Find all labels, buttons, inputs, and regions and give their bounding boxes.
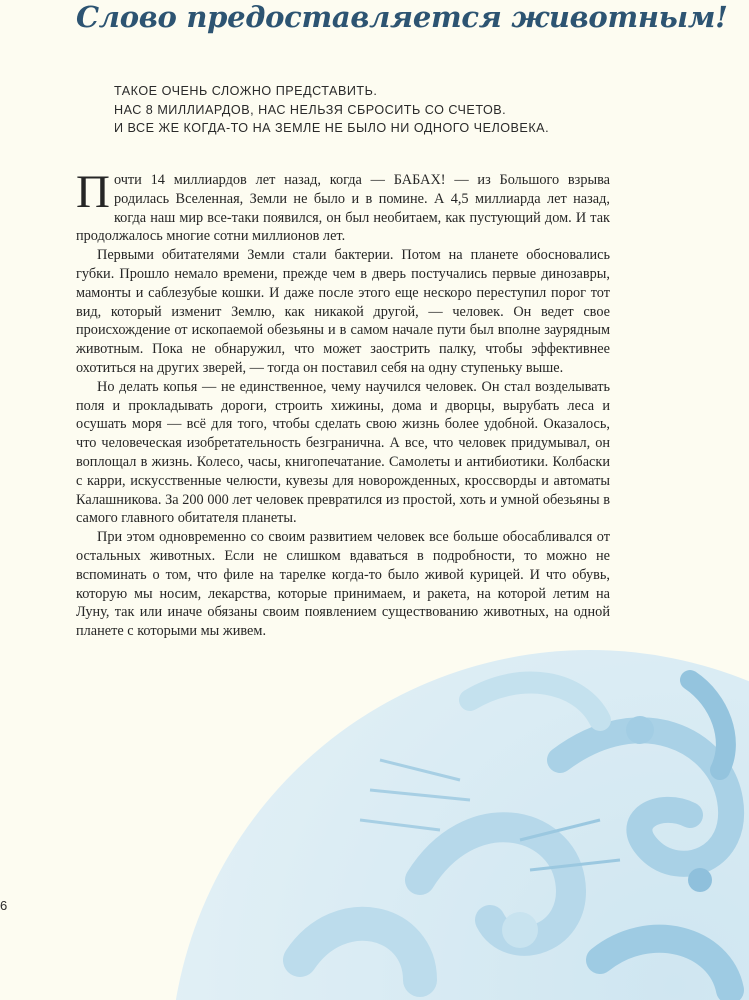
drop-cap: П (76, 166, 110, 218)
body-paragraph: При этом одновременно со своим развитием человек все больше обосабливался от остальных животных. Если не слишком вдаваться в подробности, то можно не вспоминать о том, что филе на тарелке когда-то было живой курицей. И что обувь, которую мы носим, лекарства, которые принимаем, и ракета, на которой летим на Луну, так или иначе обязаны своим появлением существованию животных, на одной планете с которыми мы живем. (76, 529, 610, 640)
body-paragraph: Первыми обитателями Земли стали бактерии. Потом на планете обосновались губки. Прошло немало времени, прежде чем в дверь постучались первые динозавры, мамонты и саблезубые кошки. И даже после этого еще нескоро переступил порог тот вид, который изменит Землю, как никакой другой, — человек. Он ведет свое происхождение от ископаемой обезьяны и в самом начале пути был вполне заурядным животным. Пока не обнаружил, что может заострить палку, чтобы эффективнее охотиться на других зверей, — тогда он поставил себя на одну ступеньку выше. (76, 247, 610, 376)
page-number: 6 (0, 898, 8, 913)
lead-line: И ВСЕ ЖЕ КОГДА-ТО НА ЗЕМЛЕ НЕ БЫЛО НИ ОДНОГО ЧЕЛОВЕКА. (114, 121, 550, 135)
paragraph-text: очти 14 миллиардов лет назад, когда — БАБАХ! — из Большого взрыва родилась Вселенная, Земли не было и в помине. А 4,5 миллиарда лет назад, когда наш мир все-таки появился, он был необитаем, как пустующий дом. И так продолжалось многие сотни миллионов лет. (76, 172, 610, 245)
body-paragraph (76, 166, 610, 246)
lead-line: НАС 8 МИЛЛИАРДОВ, НАС НЕЛЬЗЯ СБРОСИТЬ СО СЧЕТОВ. (114, 102, 507, 117)
lead-paragraph (114, 82, 674, 138)
body-paragraph: Но делать копья — не единственное, чему научился человек. Он стал возделывать поля и прокладывать дороги, строить хижины, дома и дворцы, вырубать леса и осушать моря — всё для того, чтобы сделать свою жизнь более удобной. Оказалось, что человеческая изобретательность безгранична. А все, что человек придумывал, он воплощал в жизнь. Колесо, часы, книгопечатание. Самолеты и антибиотики. Колбаски с карри, искусственные челюсти, кувезы для новорожденных, кроссворды и автоматы Калашникова. За 200 000 лет человек превратился из простой, хоть и умной обезьяны в самого главного обитателя планеты. (76, 378, 610, 527)
speckle (502, 912, 538, 948)
page-title: Слово предоставляется животным! (76, 0, 728, 34)
body-text (76, 166, 610, 641)
speckle (626, 716, 654, 744)
lead-line: ТАКОЕ ОЧЕНЬ СЛОЖНО ПРЕДСТАВИТЬ. (114, 84, 378, 98)
speckle (688, 868, 712, 892)
